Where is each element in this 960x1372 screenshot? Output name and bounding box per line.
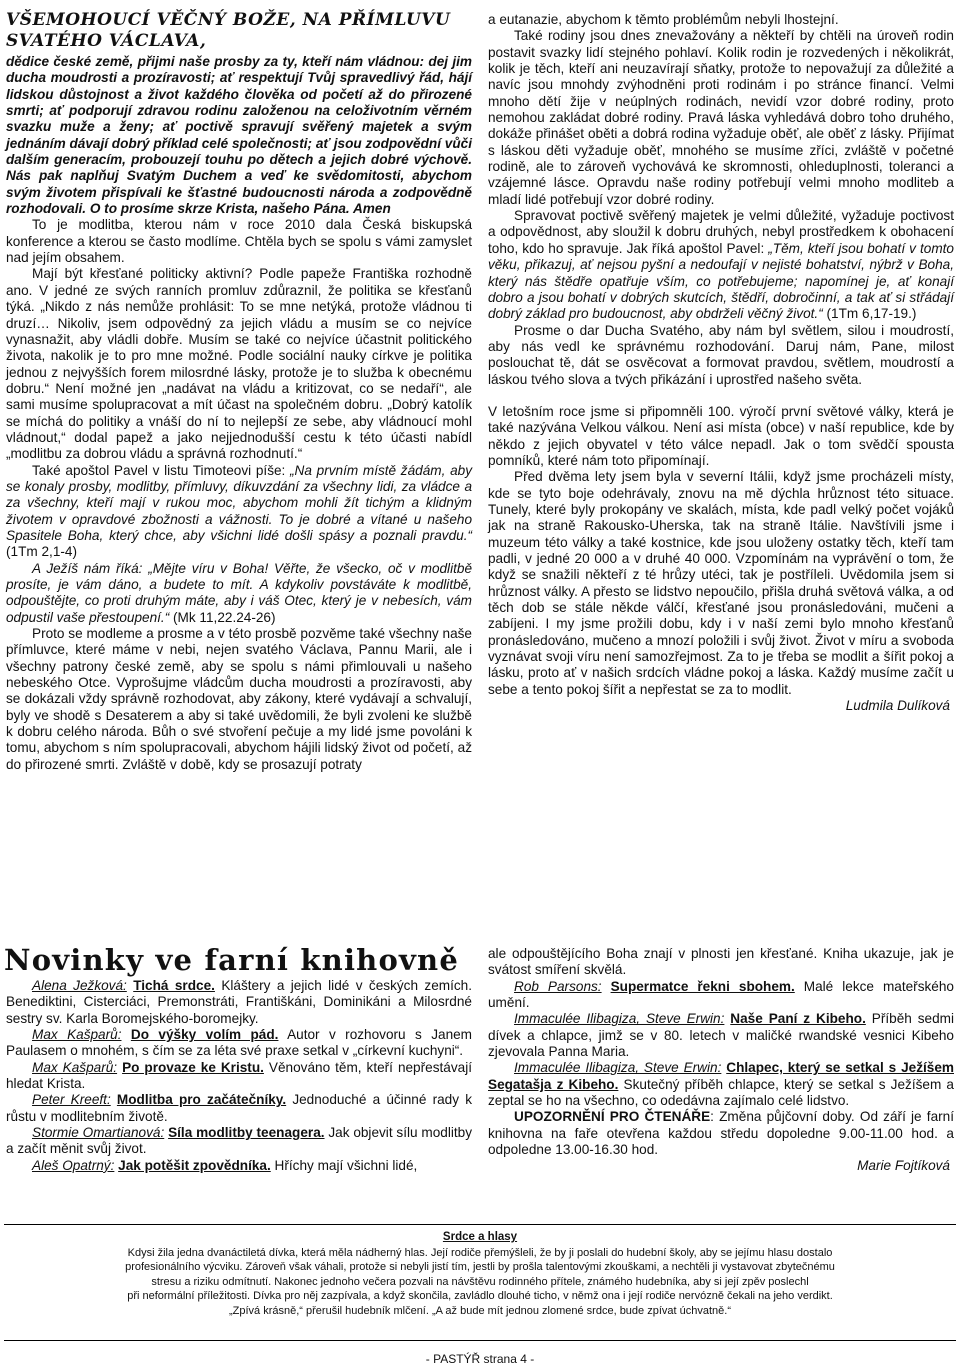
prayer-title-line-1: VŠEMOHOUCÍ VĚČNÝ BOŽE, NA PŘÍMLUVU — [6, 10, 451, 30]
book-description: Malé lekce mateřského umění. — [488, 978, 954, 1011]
article-paragraph-2: Mají být křesťané politicky aktivní? Podle papeže Františka rozhodně ano. V jedné ze svých ranních promluv zdůraznil, že politika se křesťanů týká. „Nikdo z nás nemůže prohlásit: To se mne netýká, protože vládnou ti druzí… Nikoliv, jsem odpovědný za jejich vládu a musím se co nejvíce vynasnažit, aby vládli dobře. Musím se také co nejvíce účastnit politického života, nakolik je to pro mne možné. Podle sociální nauky církve je politika jednou z nejvyšších forem milosrdné lásky, protože je to služba k obecnému dobru.“ Není možné jen „nadávat na vládu a kritizovat, co se nedaří“, ale sami musíme spolupracovat a mít účast na společném dobru. „Dobrý katolík se míchá do politiky a vnáší do ní to nejlepší ze sebe, aby vládnoucí mohl vládnout,“ dodal papež a jako nejjednodušší cestu k této účasti nabídl „modlitbu za dobrou vládu a správná rozhodnutí.“ — [6, 266, 472, 462]
left-column — [6, 10, 472, 773]
bible-reference: (1Tm 6,17-19.) — [822, 306, 917, 322]
library-item — [6, 1158, 472, 1174]
story-line: při neformální příležitosti. Dívka pro něj zazpívala, a když skončila, zavládlo dlouhé ticho, v němž ona i její rodiče nervózně čekali na jeho verdikt. — [127, 1290, 833, 1303]
article-paragraph-3 — [6, 463, 472, 561]
prayer-title-line-2: SVATÉHO VÁCLAVA, — [6, 31, 207, 51]
notice-label: UPOZORNĚNÍ PRO ČTENÁŘE — [514, 1109, 711, 1125]
story-bottom-rule — [4, 1340, 956, 1341]
bible-quote: „Na prvním místě žádám, aby se konaly prosby, modlitby, přímluvy, díkuvzdání za všechny lidi, za vládce a za všechny, kteří mají v rukou moc, abychom mohli žít tichým a klidným životem v opravdové zbožnosti a vážnosti. To je dobré a vítané u našeho Spasitele Boha, který chce, aby všichni lidé došli spásy a poznali pravdu.“ — [6, 462, 472, 543]
page-footer: - PASTÝŘ strana 4 - — [425, 1352, 535, 1366]
book-author: Immaculée Ilibagiza, Steve Erwin: — [514, 1060, 722, 1076]
book-author: Aleš Opatrný: — [32, 1157, 115, 1173]
book-title: Supermatce řekni sbohem. — [610, 978, 795, 994]
book-author: Peter Kreeft: — [32, 1092, 111, 1108]
article-paragraph-11: Před dvěma lety jsem byla v severní Itálii, když jsme procházeli místy, kde se tyto boje odehrávaly, znovu na mě dýchla hrůznost této situace. Tunely, které byly prokopány ve skalách, místa, kde padl velký počet vojáků jak na straně Rakousko-Uherska, tak na straně Itálie. Navštívili jsme i muzeum této války a také kostnice, kde jsou uloženy ostatky těch, kteří tam padli, v jedné 20 000 a v druhé 40 000. Vzpomínám na vyprávění o tom, že když se snažili někteří z té hrůzy utéci, tak je postříleli. Uvědomila jsem si hrůznost války. A přesto se lidstvo nepoučilo, přišla druhá světová válka, a od těch dob se stále někde válčí, křesťané jsou pronásledováni, mučeni a zabíjeni. I my jsme prožili dobu, kdy i v naší zemi bylo mnoho křesťanů pronásledováno, mučeno a mnozí položili i svůj život. Život v míru a svoboda vyznávat svoji víru není samozřejmost. Za to je třeba se modlit a šířit pokoj a lásku, proto ať v našich srdcích vládne pokoj a láska. Každý musíme začít u sebe a tento pokoj šířit a nepřestat se za to modlit. — [488, 469, 954, 697]
paragraph-lead: Spravovat poctivě svěřený majetek je velmi důležité, vyžaduje poctivost a odpovědnost, aby sloužil k dobru druhých, nebyl prostředkem k obohacení toho, kdo ho spravuje. Jak říká apoštol Pavel: — [488, 208, 954, 256]
article-paragraph-10: V letošním roce jsme si připomněli 100. výročí první světové války, která je také nazývána Velkou válkou. Není asi místa (obce) v naší republice, kde by někdo z jejich obyvatel v této válce nepadl. Jak o tom svědčí spousta pomníků, které nám toto připomínají. — [488, 403, 954, 468]
right-column — [488, 12, 954, 714]
book-description: Kláštery a jejich lidé v českých zemích. Benediktini, Cisterciáci, Premonstráti, Františkáni, Dominikáni a Milosrdné sestry sv. Karla Boromejského-boromejky. — [6, 978, 473, 1026]
library-item — [6, 1092, 472, 1125]
article-paragraph-9: Prosme o dar Ducha Svatého, aby nám byl světlem, silou i moudrostí, aby nás vedl ke správnému rozhodování. Daruj nám, Pane, milost poslouchat tě, dát se osvěcovat a formovat pravdou, světlem, moudrostí a láskou tvého slova a tvých přikázání i uprostřed našeho světa. — [488, 322, 954, 387]
book-title: Síla modlitby teenagera. — [168, 1125, 325, 1141]
story-top-rule — [4, 1224, 956, 1225]
library-item — [6, 1125, 472, 1158]
story-title: Srdce a hlasy — [442, 1231, 518, 1243]
book-description: Jak objevit sílu modlitby a začít měnit svůj život. — [6, 1125, 473, 1157]
library-list-right — [488, 946, 954, 1175]
book-description: Věnováno těm, kteří nepřestávají hledat Krista. — [6, 1059, 472, 1092]
library-item — [488, 1011, 954, 1060]
book-author: Immaculée Ilibagiza, Steve Erwin: — [514, 1011, 725, 1027]
article-paragraph-8 — [488, 208, 954, 322]
story-line: stresu a riziku odmítnutí. Nakonec jednoho večera pozvali na návštěvu rodinného přítele, známého hudebníka, aby si její zpěv poslechl — [151, 1275, 809, 1288]
library-item — [6, 978, 472, 1027]
library-section-title: Novinky ve farní knihovně — [4, 943, 459, 977]
book-description: Jednoduché a účinné rady k růstu v modlitebním životě. — [6, 1092, 472, 1124]
book-title: Do výšky volím pád. — [130, 1027, 279, 1043]
library-list-left — [6, 978, 472, 1174]
book-title: Modlitba pro začátečníky. — [116, 1092, 287, 1108]
article-paragraph-7: Také rodiny jsou dnes znevažovány a někteří by chtěli na úroveň rodin postavit svazky lidí stejného pohlaví. Kolik rodin je rozvedených i několikrát, kolik je těch, kteří ani neuzavírají sňatky, protože to nepovažují za důležité a navíc jsou mnohdy zvýhodněni proti rodinám i po stránce financí. Velmi mnoho dětí žije v neúplných rodinách, nevidí vzor dobré rodiny, proto nemohou zakládat dobré rodiny. Pravá láska vyhledává dobro toho druhého, dokáže přinášet oběti a dobrá rodina vyžaduje oběť, ale oběť z lásky. Přijímat s láskou děti vyžaduje oběť, mnohého se musíme zříci, zvláště v početné rodině, ale to zároveň vychovává ke skromnosti, ohleduplnosti, toleranci a vzájemné lásce. Opravdu naše rodiny potřebují velmi mnoho modliteb a mladí lidé potřebují vzor dobré rodiny. — [488, 28, 954, 207]
bible-reference: (Mk 11,22.24-26) — [169, 609, 276, 625]
article-paragraph-4 — [6, 561, 472, 626]
book-description: Autor v rozhovoru s Janem Paulasem o mnohém, s čím se za léta své praxe setkal v „církevní kuchyni“. — [6, 1027, 473, 1059]
article-paragraph-6: a eutanazie, abychom k těmto problémům nebyli lhostejní. — [488, 12, 839, 27]
story-box — [20, 1230, 940, 1319]
library-signature: Marie Fojtíková — [857, 1158, 950, 1174]
bible-quote: „Těm, kteří jsou bohatí v tomto věku, přikazuj, ať nejsou pyšní a nedoufají v nejisté bohatství, nýbrž v Boha, který nás štědře opatřuje vším, co potřebujeme; napomínej je, ať konají dobro a jsou bohatí v dobrých skutcích, štědří, dobročinní, a tak ať si střádají dobrý základ pro budoucnost, aby obdrželi věčný život.“ — [488, 240, 954, 322]
book-description: Příběh sedmi dívek a chlapce, jimž se v 80. letech v maličké rwandské vesnici Kibeho zjevovala Panna Maria. — [488, 1011, 954, 1060]
article-paragraph-5: Proto se modleme a prosme a v této prosbě pozvěme také všechny naše přímluvce, které máme v nebi, nejen svatého Václava, Pannu Marii, ale i všechny patrony české země, aby se spolu s námi přimlouvali u našeho nebeského Otce. Vyprošujme vládcům ducha moudrosti a prozíravosti, aby se dokázali vždy správně rozhodovat, aby zákony, které vydávají a schvalují, byly ve shodě s Desaterem a aby si také uvědomili, že byli zvoleni ke službě k dobru celého národa. Bůh o své stvoření pečuje a my lidé jsme povoláni k tomu, abychom s ním spolupracovali, abychom hájili lidský život od početí, až do přirozené smrti. Zvláště v době, kdy se prosazují potraty — [6, 626, 472, 772]
prayer-title — [6, 10, 472, 52]
book-title: Chlapec, který se setkal s Ježíšem Segatašja z Kibeho. — [488, 1060, 954, 1092]
book-author: Alena Ježková: — [32, 978, 127, 993]
library-item — [6, 1027, 472, 1060]
story-line: „Zpívá krásně,“ přerušil hudebník mlčení. „A až bude mít jednou zlomené srdce, bude zpívat úchvatně.“ — [229, 1304, 731, 1317]
bible-quote: A Ježíš nám říká: „Mějte víru v Boha! Věřte, že všecko, oč v modlitbě prosíte, je vám dáno, a budete to mít. A kdykoliv povstáváte k modlitbě, odpouštějte, co proti druhým máte, aby i váš Otec, který je v nebesích, vám odpustil vaše přestoupení.“ — [6, 560, 472, 625]
book-title: Tichá srdce. — [133, 978, 215, 993]
book-description: Hříchy mají všichni lidé, — [270, 1157, 418, 1173]
book-author: Max Kašparů: — [32, 1059, 118, 1075]
prayer-text: dědice české země, přijmi naše prosby za ty, kteří nám vládnou: dej jim ducha moudrosti a prozíravosti; ať respektují Tvůj spravedlivý řád, hájí lidskou důstojnost a život každého člověka od početí až do přirozené smrti; ať podporují zdravou rodinu založenou na celoživotním věrném svazku muže a ženy; ať poctivě spravují svěřený majetek a svým jednáním dávají dobrý příklad celé společnosti; ať jsou zodpovědní vůči dalším generacím, probouzejí touhu po dětech a jejich dobré výchově. Nás pak naplňuj Svatým Duchem a veď ke svědomitosti, abychom svým životem přispívali ke šťastné budoucnosti národa a zodpovědně rozhodovali. O to prosíme skrze Krista, našeho Pána. Amen — [6, 54, 472, 217]
paragraph-gap — [488, 388, 954, 404]
paragraph-lead: Také apoštol Pavel v listu Timoteovi píše: — [32, 462, 291, 478]
story-line: Kdysi žila jedna dvanáctiletá dívka, která měla nádherný hlas. Její rodiče přemýšleli, že by ji poslali do hudební školy, aby se jejímu hlasu dostalo — [127, 1246, 833, 1259]
library-item — [488, 979, 954, 1012]
book-author: Rob Parsons: — [514, 978, 602, 994]
library-item — [6, 1060, 472, 1093]
book-title: Jak potěšit zpovědníka. — [118, 1157, 271, 1173]
book-description: Skutečný příběh chlapce, který se setkal s Ježíšem a zeptal se ho na všechno, co odedávna zajímalo celé lidstvo. — [488, 1076, 954, 1109]
article-paragraph-1: To je modlitba, kterou nám v roce 2010 dala Česká biskupská konference a kterou se často modlíme. Chtěla bych se spolu s vámi zamyslet nad jejím obsahem. — [6, 217, 472, 266]
book-title: Naše Paní z Kibeho. — [730, 1011, 866, 1027]
library-item — [488, 1060, 954, 1109]
bible-reference: (1Tm 2,1-4) — [6, 544, 78, 560]
library-item-continuation: ale odpouštějícího Boha znají v plnosti jen křesťané. Kniha ukazuje, jak je svátost smíření skvělá. — [488, 946, 954, 978]
story-line: profesionálního výcviku. Zároveň však váhali, protože si nebyli jistí tím, jestli by prošla talentovými zkouškami, a nechtěli ji vystavovat zbytečnému — [125, 1261, 835, 1274]
book-author: Stormie Omartianová: — [32, 1125, 165, 1141]
notice-text: : Změna půjčovní doby. Od září je farní knihovna na faře otevřena každou středu dopoledne 9.00-11.00 hod. a odpoledne 13.00-16.30 hod. — [488, 1109, 954, 1158]
book-title: Po provaze ke Kristu. — [122, 1059, 264, 1075]
library-notice — [488, 1109, 954, 1158]
book-author: Max Kašparů: — [32, 1027, 122, 1043]
author-signature: Ludmila Dulíková — [845, 698, 950, 714]
